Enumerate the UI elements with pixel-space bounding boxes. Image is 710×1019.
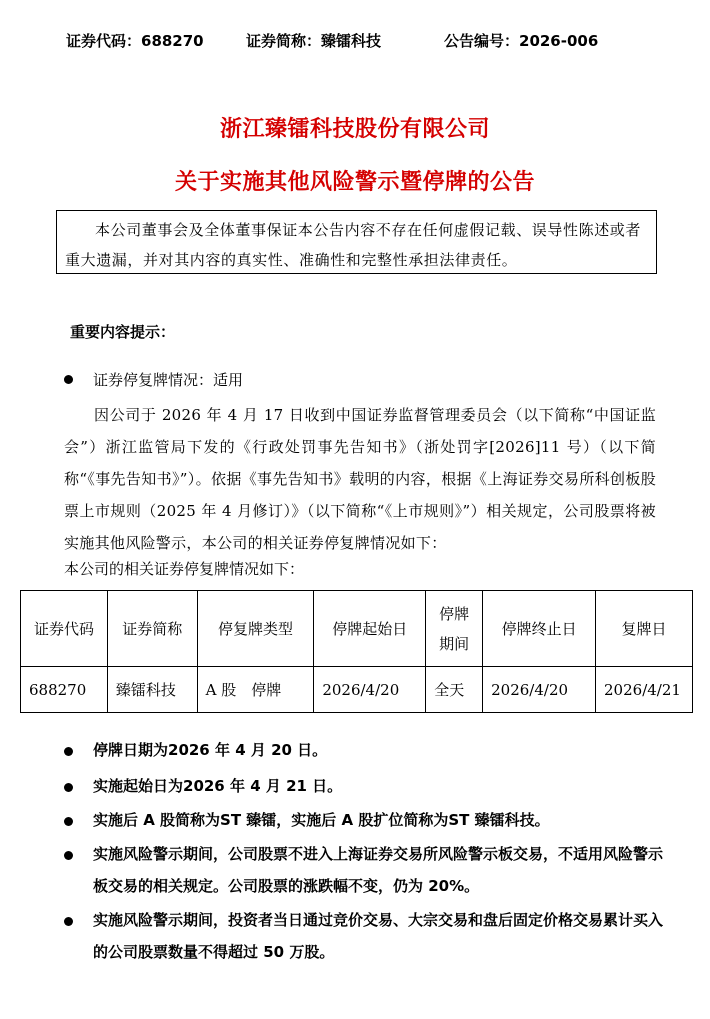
body-paragraph: 因公司于 2026 年 4 月 17 日收到中国证券监督管理委员会（以下简称“中国证监会”）浙江监管局下发的《行政处罚事先告知书》（浙处罚字[2026]11 号）（以下简称“《事先告知书》”）。依据《事先告知书》载明的内容，根据《上海证券交易所科创板股票上市规则（2025 年 4 月修订）》（以下简称“《上市规则》”）相关规定，公司股票将被实施其他风险警示，本公司的相关证券停复牌情况如下： — [64, 406, 656, 552]
table-header: 停牌起始日 — [314, 591, 426, 667]
table-header-row — [21, 591, 693, 667]
list-item-text: 停牌日期为2026 年 4 月 20 日。 — [93, 741, 328, 759]
table-header: 停牌终止日 — [483, 591, 596, 667]
bullet-icon — [64, 917, 73, 926]
table-header: 复牌日 — [596, 591, 693, 667]
table-cell: 2026/4/20 — [314, 667, 426, 713]
body-tail: 本公司的相关证券停复牌情况如下： — [64, 560, 305, 578]
announcement-title: 关于实施其他风险警示暨停牌的公告 — [174, 170, 535, 195]
security-code: 证券代码：688270 — [66, 32, 204, 50]
notice-number: 公告编号：2026-006 — [444, 32, 599, 50]
table-header: 停复牌类型 — [197, 591, 314, 667]
table-header: 停牌期间 — [426, 591, 483, 667]
suspension-status-text: 证券停复牌情况：适用 — [93, 371, 244, 389]
table-header: 证券代码 — [21, 591, 108, 667]
table-row — [21, 667, 693, 713]
list-item-text: 实施后 A 股简称为ST 臻镭，实施后 A 股扩位简称为ST 臻镭科技。 — [93, 811, 550, 829]
table-cell: 688270 — [21, 667, 108, 713]
list-item-text: 实施风险警示期间，投资者当日通过竞价交易、大宗交易和盘后固定价格交易累计买入的公司股票数量不得超过 50 万股。 — [93, 911, 664, 961]
bullet-icon — [64, 817, 73, 826]
bullet-icon — [64, 375, 73, 384]
table-cell: A 股 停牌 — [197, 667, 314, 713]
security-short-name: 证券简称：臻镭科技 — [246, 32, 382, 50]
suspension-table — [20, 590, 693, 713]
disclaimer-box: 本公司董事会及全体董事保证本公告内容不存在任何虚假记载、误导性陈述或者重大遗漏，并对其内容的真实性、准确性和完整性承担法律责任。 — [56, 210, 657, 274]
table-header: 证券简称 — [107, 591, 197, 667]
table-cell: 臻镭科技 — [107, 667, 197, 713]
key-points-heading: 重要内容提示： — [70, 323, 176, 341]
list-item-text: 实施起始日为2026 年 4 月 21 日。 — [93, 777, 343, 795]
table-cell: 全天 — [426, 667, 483, 713]
table-cell: 2026/4/20 — [483, 667, 596, 713]
bullet-icon — [64, 783, 73, 792]
bullet-icon — [64, 747, 73, 756]
list-item-text: 实施风险警示期间，公司股票不进入上海证券交易所风险警示板交易，不适用风险警示板交易的相关规定。公司股票的涨跌幅不变，仍为 20%。 — [93, 845, 664, 895]
bullet-icon — [64, 851, 73, 860]
table-cell: 2026/4/21 — [596, 667, 693, 713]
company-title: 浙江臻镭科技股份有限公司 — [219, 117, 490, 142]
